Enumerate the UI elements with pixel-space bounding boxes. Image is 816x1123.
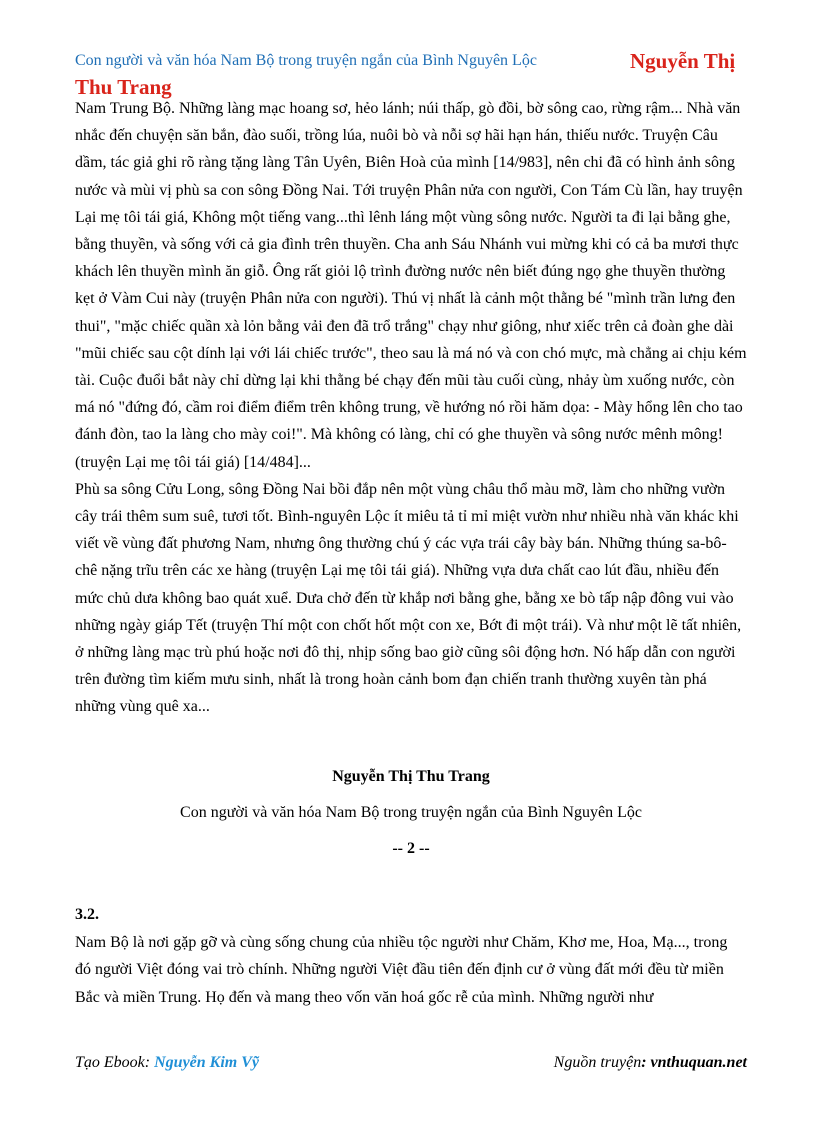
footer-ebook-label: Tạo Ebook: [75, 1054, 145, 1071]
footer-source-label: Nguồn truyện: [553, 1054, 642, 1071]
footer-ebook-name: Nguyễn Kim Vỹ: [154, 1054, 259, 1071]
header-title: Con người và văn hóa Nam Bộ trong truyện ngắn của Bình Nguyên Lộc: [75, 52, 537, 69]
footer-source-site[interactable]: vnthuquan.net: [650, 1054, 747, 1071]
header-author: Nguyễn Thị Thu Trang: [75, 49, 736, 99]
paragraph-1: Nam Trung Bộ. Những làng mạc hoang sơ, hẻo lánh; núi thấp, gò đồi, bờ sông cao, rừng rậm... Nhà văn nhắc đến chuyện săn bắn, đào suối, trồng lúa, nuôi bò và nỗi sợ hãi hạn hán, thiếu nước. Truyện Câu dầm, tác giả ghi rõ ràng tặng làng Tân Uyên, Biên Hoà của mình [14/983], nên chi đã có hình ảnh sông nước và mùi vị phù sa con sông Đồng Nai. Tới truyện Phân nửa con người, Con Tám Cù lần, hay truyện Lại mẹ tôi tái giá, Không một tiếng vang...thì lênh láng một vùng sông nước. Người ta đi lại bằng ghe, bằng thuyền, và sống với cả gia đình trên thuyền. Cha anh Sáu Nhánh vui mừng khi có cả ba mươi thực khách lên thuyền mình ăn giỗ. Ông rất giỏi lộ trình đường nước nên biết đúng ngọ ghe thuyền thường kẹt ở Vàm Cui này (truyện Phân nửa con người). Thú vị nhất là cảnh một thằng bé "mình trần lưng đen thui", "mặc chiếc quần xà lỏn bằng vải đen đã trổ trắng" chạy như giông, như xiếc trên cả đoàn ghe dài "mũi chiếc sau cột dính lại với lái chiếc trước", theo sau là má nó và con chó mực, mà chẳng ai chịu kém tài. Cuộc đuổi bắt này chỉ dừng lại khi thằng bé chạy đến mũi tàu cuối cùng, nhảy ùm xuống nước, còn má nó "đứng đó, cầm roi điểm điểm trên không trung, về hướng nó rồi hăm dọa: - Mày hổng lên cho tao đánh đòn, tao la làng cho mày coi!". Mà không có làng, chỉ có ghe thuyền và sông nước mênh mông! (truyện Lại mẹ tôi tái giá) [14/484]...: [75, 100, 747, 471]
page-break-block: [75, 763, 747, 862]
footer-source-sep: :: [641, 1054, 651, 1071]
section-paragraph: Nam Bộ là nơi gặp gỡ và cùng sống chung của nhiều tộc người như Chăm, Khơ me, Hoa, Mạ..., trong đó người Việt đóng vai trò chính. Những người Việt đầu tiên đến định cư ở vùng đất mới đều từ miền Bắc và miền Trung. Họ đến và mang theo vốn văn hoá gốc rễ của mình. Những người như: [75, 934, 728, 1006]
section-3-2: [75, 901, 747, 1011]
body-text: [75, 95, 747, 721]
paragraph-2: Phù sa sông Cửu Long, sông Đồng Nai bồi đắp nên một vùng châu thổ màu mỡ, làm cho những vườn cây trái thêm sum suê, tươi tốt. Bình-nguyên Lộc ít miêu tả tỉ mỉ miệt vườn như nhiều nhà văn khác khi viết về vùng đất phương Nam, nhưng ông thường chú ý các vựa trái cây bày bán. Những thúng sa-bô-chê nặng trĩu trên các xe hàng (truyện Lại mẹ tôi tái giá). Những vựa dưa chất cao lút đầu, nhiều đến mức chủ dưa không bao quát xuể. Dưa chở đến từ khắp nơi bằng ghe, bằng xe bò tấp nập đông vui vào những ngày giáp Tết (truyện Thí một con chốt hốt một con xe, Bớt đi một trái). Và như một lẽ tất nhiên, ở những làng mạc trù phú hoặc nơi đô thị, nhịp sống bao giờ cũng sôi động hơn. Nó hấp dẫn con người trên đường tìm kiếm mưu sinh, nhất là trong hoàn cảnh bom đạn chiến tranh thường xuyên tàn phá những vùng quê xa...: [75, 480, 742, 716]
page-break-author: Nguyễn Thị Thu Trang: [332, 768, 490, 785]
page-break-title: Con người và văn hóa Nam Bộ trong truyện ngắn của Bình Nguyên Lộc: [180, 804, 642, 821]
footer-ebook-sep: :: [144, 1054, 155, 1071]
footer-ebook-credit: [75, 1054, 259, 1072]
page-number: -- 2 --: [392, 840, 430, 857]
footer-source-credit: [554, 1054, 747, 1072]
section-number: 3.2.: [75, 906, 99, 923]
